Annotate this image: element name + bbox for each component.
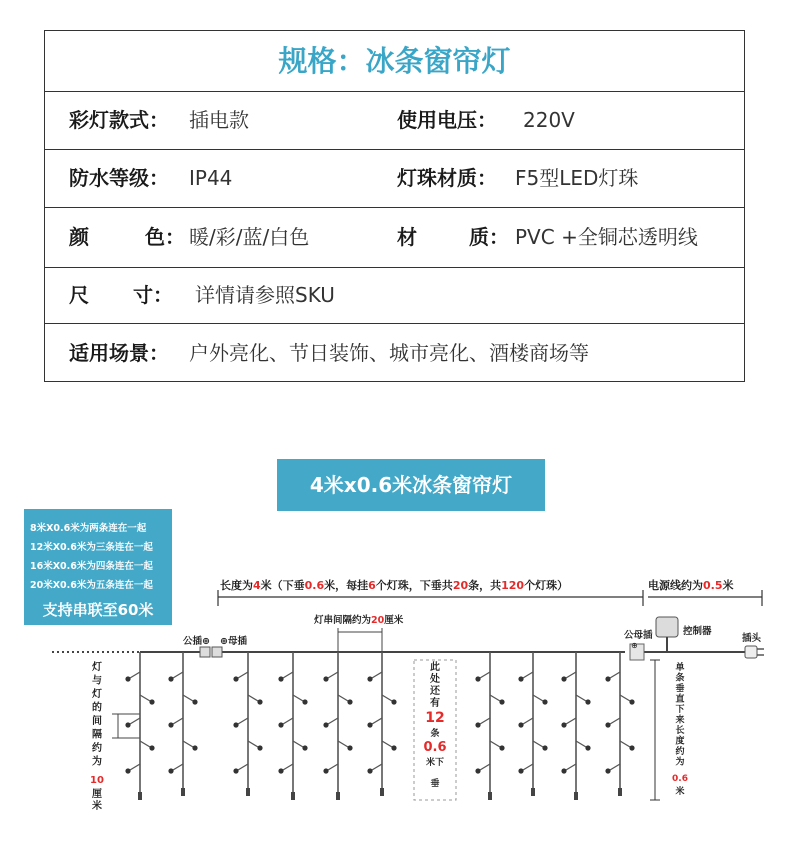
female-connector: [212, 647, 222, 657]
note-line: 8米X0.6米为两条连在一起: [30, 523, 147, 534]
led-bead: [542, 699, 547, 704]
left-spacing-char: 的: [92, 702, 102, 714]
series-max-note: 支持串联至60米: [42, 601, 154, 619]
middle-note-char: 条: [430, 729, 440, 739]
led-bead: [605, 722, 610, 727]
led-bead: [302, 745, 307, 750]
led-bead: [518, 676, 523, 681]
waterproof-label: 防水等级：: [69, 166, 169, 190]
led-bead: [278, 676, 283, 681]
left-spacing-char: 厘: [92, 789, 102, 800]
note-line: 20米X0.6米为五条连在一起: [30, 580, 153, 591]
size-value: 详情请参照SKU: [195, 283, 335, 307]
led-bead: [561, 676, 566, 681]
diagram-title: 4米x0.6米冰条窗帘灯: [277, 459, 545, 511]
power-cord-text: 电源线约为0.5米: [648, 579, 734, 592]
drop-length-char: 为: [675, 757, 685, 768]
note-line: 12米X0.6米为三条连在一起: [30, 542, 153, 553]
female-plug-label: ⊕母插: [220, 636, 247, 647]
led-bead: [278, 768, 283, 773]
scene-value: 户外亮化、节日装饰、城市亮化、酒楼商场等: [189, 341, 589, 365]
waterproof-value: IP44: [189, 166, 233, 190]
left-spacing-char: 灯: [92, 689, 102, 700]
led-bead: [367, 676, 372, 681]
led-bead: [585, 699, 590, 704]
middle-note-char: 还: [430, 686, 440, 697]
drop-length-char: 度: [675, 736, 685, 747]
plug-head-label: 插头: [742, 633, 762, 644]
led-bead: [233, 676, 238, 681]
led-bead: [542, 745, 547, 750]
led-bead: [323, 768, 328, 773]
left-spacing-char: 米: [92, 801, 102, 812]
led-bead: [561, 768, 566, 773]
led-bead: [149, 699, 154, 704]
led-bead: [367, 722, 372, 727]
middle-note-text: 米下: [425, 758, 445, 768]
led-bead: [192, 699, 197, 704]
middle-note-number: 12: [425, 710, 445, 726]
led-bead: [168, 722, 173, 727]
led-bead: [475, 768, 480, 773]
led-bead: [629, 699, 634, 704]
led-bead: [168, 676, 173, 681]
led-bead: [518, 768, 523, 773]
led-bead: [605, 676, 610, 681]
led-bead: [257, 699, 262, 704]
led-bead: [561, 722, 566, 727]
middle-note-char: 此: [430, 662, 440, 673]
led-bead: [391, 745, 396, 750]
middle-note-number: 0.6: [423, 740, 447, 755]
material-label-b: 质：: [469, 225, 509, 249]
led-bead: [475, 722, 480, 727]
controller-label: 控制器: [683, 626, 712, 637]
led-bead: [149, 745, 154, 750]
drop-length-char: 长: [675, 726, 685, 736]
length-text: 长度为4米（下垂0.6米，每挂6个灯珠，下垂共20条，共120个灯珠）: [220, 579, 569, 592]
drop-length-char: 下: [675, 705, 685, 715]
voltage-label: 使用电压：: [397, 108, 497, 132]
bead-label: 灯珠材质：: [397, 166, 497, 190]
male-plug-label: 公插⊕: [183, 636, 210, 647]
plug-head: [745, 646, 757, 658]
scene-label: 适用场景：: [69, 341, 169, 365]
left-spacing-char: 灯: [92, 662, 102, 673]
led-bead: [125, 676, 130, 681]
material-label-a: 材: [397, 225, 417, 249]
led-bead: [233, 768, 238, 773]
led-bead: [391, 699, 396, 704]
drop-length-number: 0.6: [672, 774, 688, 784]
drop-length-char: 条: [675, 673, 685, 684]
led-bead: [347, 745, 352, 750]
color-label-a: 颜: [69, 225, 89, 249]
left-spacing-number: 10: [90, 775, 104, 786]
led-bead: [629, 745, 634, 750]
right-plug-label: 公母插: [624, 630, 653, 641]
male-connector: [200, 647, 210, 657]
led-bead: [233, 722, 238, 727]
left-spacing-char: 间: [92, 716, 102, 727]
led-bead: [499, 699, 504, 704]
led-bead: [302, 699, 307, 704]
led-bead: [499, 745, 504, 750]
left-spacing-char: 约: [92, 743, 102, 754]
led-bead: [257, 745, 262, 750]
led-bead: [475, 676, 480, 681]
controller-box: [656, 617, 678, 637]
middle-note-char: 垂: [430, 779, 440, 789]
spec-title: 规格：冰条窗帘灯: [278, 44, 511, 78]
drop-length-char: 约: [675, 747, 685, 757]
drop-length-char: 来: [675, 715, 685, 726]
color-label-b: 色：: [145, 225, 185, 249]
voltage-value: 220V: [523, 108, 575, 132]
spacing-text: 灯串间隔约为20厘米: [314, 615, 404, 626]
left-spacing-char: 为: [92, 756, 102, 768]
led-bead: [125, 768, 130, 773]
style-value: 插电款: [189, 108, 249, 132]
led-bead: [585, 745, 590, 750]
led-bead: [518, 722, 523, 727]
right-plug-symbol: ⊕: [631, 641, 638, 650]
led-bead: [192, 745, 197, 750]
led-bead: [323, 722, 328, 727]
size-label-a: 尺: [69, 283, 89, 307]
middle-note-char: 有: [430, 698, 440, 709]
middle-note-char: 处: [430, 674, 440, 685]
drop-length-char: 垂: [675, 684, 685, 694]
led-bead: [168, 768, 173, 773]
material-value: PVC +全铜芯透明线: [515, 225, 698, 249]
color-value: 暖/彩/蓝/白色: [189, 225, 310, 249]
note-line: 16米X0.6米为四条连在一起: [30, 561, 153, 572]
led-bead: [323, 676, 328, 681]
drop-length-char: 直: [675, 694, 685, 705]
left-spacing-char: 隔: [92, 729, 102, 741]
bead-value: F5型LED灯珠: [515, 166, 639, 190]
led-bead: [367, 768, 372, 773]
size-label-b: 寸：: [133, 283, 173, 307]
left-spacing-char: 与: [92, 675, 102, 687]
led-bead: [605, 768, 610, 773]
led-bead: [347, 699, 352, 704]
led-bead: [125, 722, 130, 727]
drop-length-char: 米: [675, 787, 685, 797]
style-label: 彩灯款式：: [69, 108, 169, 132]
drop-length-char: 单: [675, 663, 685, 673]
led-bead: [278, 722, 283, 727]
